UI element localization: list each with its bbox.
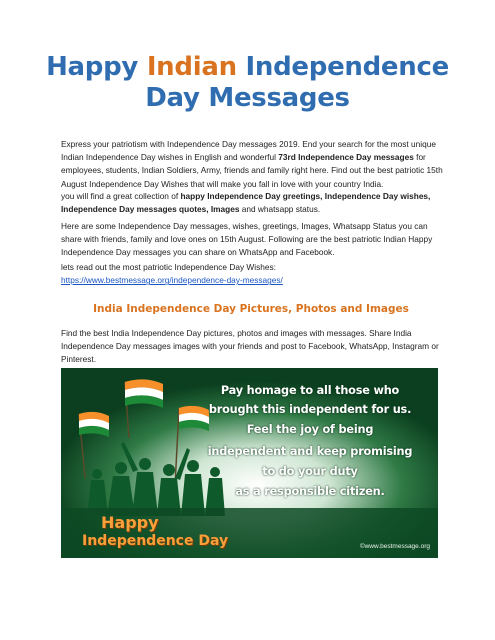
title-line2: Day Messages: [145, 83, 350, 113]
section-heading: India Independence Day Pictures, Photos and Images: [93, 303, 409, 315]
independence-day-image: [61, 368, 438, 558]
intro-bold: 73rd Independence Day messages: [278, 152, 414, 163]
banner-line-1: Pay homage to all those who: [220, 384, 400, 397]
section-paragraph: Find the best India Independence Day pictures, photos and images with messages. Share India Independence Day messages images with your friends and post to Facebook, WhatsApp, Instagram or Pinterest.: [61, 328, 439, 365]
banner-independence-day-text: Independence Day: [82, 533, 229, 549]
title-part1: Happy: [46, 52, 147, 82]
banner-line-4: independent and keep promising: [207, 445, 413, 458]
banner-line-3: Feel the joy of being: [246, 423, 374, 436]
read-more-paragraph: [61, 261, 446, 287]
banner-line-2: brought this independent for us.: [208, 403, 412, 416]
intro-text-2: for employees, students, Indian Soldiers, Army, friends and family right here. Find out the best patriotic 15th August Independence Day Wishes that will make you fall in love with your country India.: [61, 152, 443, 189]
intro-text-1: Express your patriotism with Independence Day messages 2019. End your search for the most unique Indian Independence Day wishes in English and wonderful: [61, 139, 436, 163]
intro-paragraph: [61, 138, 446, 191]
title-accent-word: Indian: [146, 52, 237, 82]
read-more-text: lets read out the most patriotic Independence Day Wishes:: [61, 262, 276, 272]
banner-credit: ©www.bestmessage.org: [359, 543, 430, 550]
collection-text-2: and whatsapp status.: [239, 204, 321, 215]
title-part2: Independence: [236, 52, 449, 82]
share-paragraph: Here are some Independence Day messages, wishes, greetings, Images, Whatsapp Status you can share with friends, family and love ones on 15th August. Following are the best patriotic Indian Happy Independence Day messages you can share on WhatsApp and Facebook.: [61, 221, 433, 258]
banner-line-5: to do your duty: [262, 465, 358, 478]
collection-text-1: you will find a great collection of: [61, 191, 181, 201]
collection-paragraph: [61, 190, 446, 216]
banner-line-6: as a responsible citizen.: [235, 485, 385, 498]
page-title: [0, 52, 495, 114]
banner-happy-text: Happy: [101, 513, 159, 532]
independence-messages-link[interactable]: https://www.bestmessage.org/independence-day-messages/: [61, 275, 283, 286]
collection-bold: happy Independence Day greetings, Independence Day wishes, Independence Day messages quotes, Images: [61, 191, 431, 215]
